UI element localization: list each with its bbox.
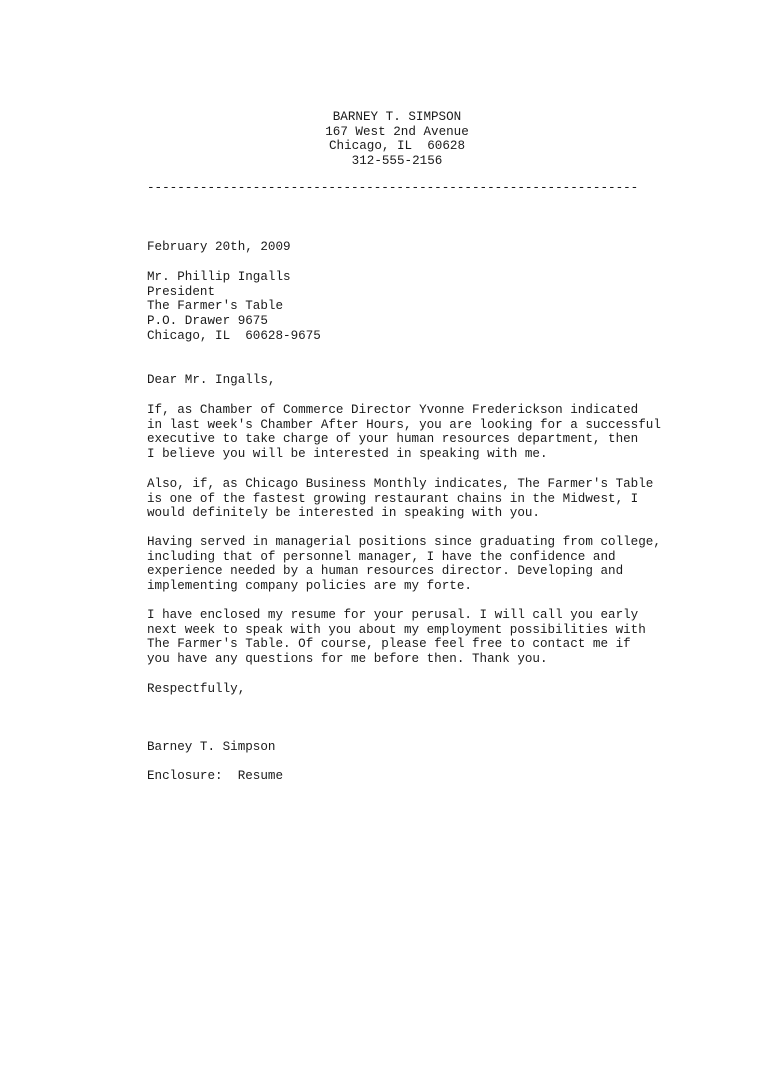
letter-date: [147, 240, 747, 255]
closing: [147, 682, 747, 697]
letterhead: [0, 110, 768, 169]
recipient-name: Mr. Phillip Ingalls: [147, 270, 291, 284]
sender-phone: 312-555-2156: [351, 154, 443, 169]
recipient-company: The Farmer's Table: [147, 299, 284, 314]
paragraph-line: experience needed by a human resources director. Developing and: [147, 564, 624, 579]
enclosure-text: Enclosure: Resume: [147, 769, 284, 783]
paragraph-line: I have enclosed my resume for your perusal. I will call you early: [147, 608, 639, 622]
paragraph-line: Having served in managerial positions since graduating from college,: [147, 535, 661, 549]
paragraph-line: would definitely be interested in speaking with you.: [147, 506, 540, 521]
sender-name: BARNEY T. SIMPSON: [332, 110, 462, 124]
paragraph-line: including that of personnel manager, I have the confidence and: [147, 549, 616, 564]
body-paragraph-1: [147, 403, 747, 462]
body-paragraph-3: [147, 535, 747, 594]
signature-block: [147, 740, 747, 755]
recipient-city: Chicago, IL 60628-9675: [147, 328, 321, 343]
salutation: [147, 373, 747, 388]
recipient-address-line: P.O. Drawer 9675: [147, 314, 268, 329]
salutation-text: Dear Mr. Ingalls,: [147, 373, 276, 387]
divider-rule: -----------------------------------------------------------------: [147, 181, 639, 195]
paragraph-line: executive to take charge of your human resources department, then: [147, 432, 639, 447]
paragraph-line: If, as Chamber of Commerce Director Yvonne Frederickson indicated: [147, 403, 639, 417]
paragraph-line: The Farmer's Table. Of course, please feel free to contact me if: [147, 637, 631, 652]
paragraph-line: you have any questions for me before then. Thank you.: [147, 652, 548, 667]
closing-text: Respectfully,: [147, 682, 246, 696]
paragraph-line: in last week's Chamber After Hours, you are looking for a successful: [147, 417, 661, 432]
paragraph-line: next week to speak with you about my employment possibilities with: [147, 622, 646, 637]
sender-city: Chicago, IL 60628: [328, 139, 466, 154]
paragraph-line: I believe you will be interested in speaking with me.: [147, 447, 548, 462]
date-text: February 20th, 2009: [147, 240, 291, 254]
signature-name: Barney T. Simpson: [147, 740, 276, 754]
body-paragraph-4: [147, 608, 747, 667]
recipient-address: [147, 270, 747, 343]
sender-street: 167 West 2nd Avenue: [325, 124, 469, 139]
paragraph-line: is one of the fastest growing restaurant chains in the Midwest, I: [147, 491, 639, 506]
paragraph-line: Also, if, as Chicago Business Monthly indicates, The Farmer's Table: [147, 477, 654, 491]
recipient-title: President: [147, 284, 216, 299]
enclosure-note: [147, 769, 747, 784]
paragraph-line: implementing company policies are my forte.: [147, 579, 472, 594]
body-paragraph-2: [147, 477, 747, 521]
